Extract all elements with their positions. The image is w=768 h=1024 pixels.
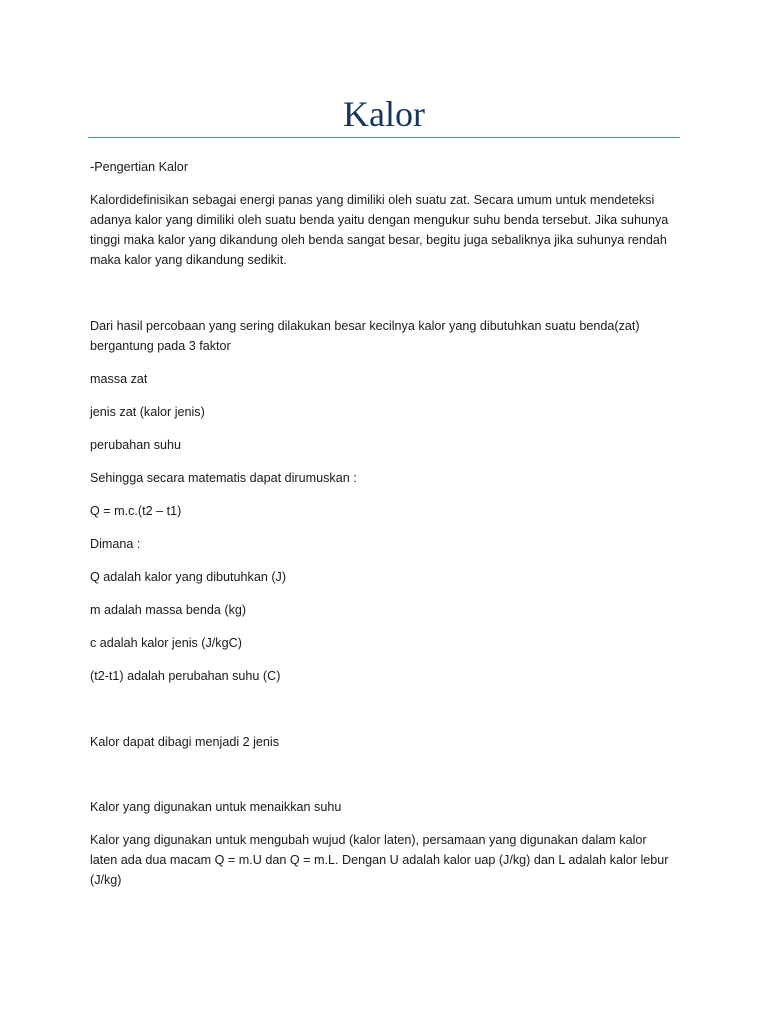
experiment-line-2: bergantung pada 3 faktor	[90, 339, 231, 353]
section-heading: -Pengertian Kalor	[90, 160, 189, 174]
factor-item: perubahan suhu	[90, 438, 182, 452]
definition-line-4: maka kalor yang dikandung sedikit.	[90, 253, 287, 267]
type-2-line-1: Kalor yang digunakan untuk mengubah wujud (kalor laten), persamaan yang digunakan dalam kalor	[90, 833, 647, 847]
factor-item: massa zat	[90, 372, 148, 386]
type-1: Kalor yang digunakan untuk menaikkan suhu	[90, 800, 342, 814]
document-title: Kalor	[343, 94, 425, 134]
where-label: Dimana :	[90, 537, 141, 551]
variable-item: (t2-t1) adalah perubahan suhu (C)	[90, 669, 281, 683]
definition-line-2: adanya kalor yang dimiliki oleh suatu benda yaitu dengan mengukur suhu benda tersebut. Jika suhunya	[90, 213, 669, 227]
definition-line-1: Kalordidefinisikan sebagai energi panas yang dimiliki oleh suatu zat. Secara umum untuk mendeteksi	[90, 193, 655, 207]
formula-intro: Sehingga secara matematis dapat dirumuskan :	[90, 471, 357, 485]
types-intro: Kalor dapat dibagi menjadi 2 jenis	[90, 735, 280, 749]
factor-item: jenis zat (kalor jenis)	[90, 405, 205, 419]
type-2-line-3: (J/kg)	[90, 873, 122, 887]
type-2-line-2: laten ada dua macam Q = m.U dan Q = m.L. Dengan U adalah kalor uap (J/kg) dan L adalah kalor lebur	[90, 853, 669, 867]
definition-line-3: tinggi maka kalor yang dikandung oleh benda sangat besar, begitu juga sebaliknya jika suhunya rendah	[90, 233, 667, 247]
variable-item: Q adalah kalor yang dibutuhkan (J)	[90, 570, 287, 584]
variable-item: c adalah kalor jenis (J/kgC)	[90, 636, 242, 650]
formula: Q = m.c.(t2 – t1)	[90, 504, 182, 518]
experiment-line-1: Dari hasil percobaan yang sering dilakukan besar kecilnya kalor yang dibutuhkan suatu benda(zat)	[90, 319, 640, 333]
title-divider	[88, 137, 680, 138]
variable-item: m adalah massa benda (kg)	[90, 603, 247, 617]
